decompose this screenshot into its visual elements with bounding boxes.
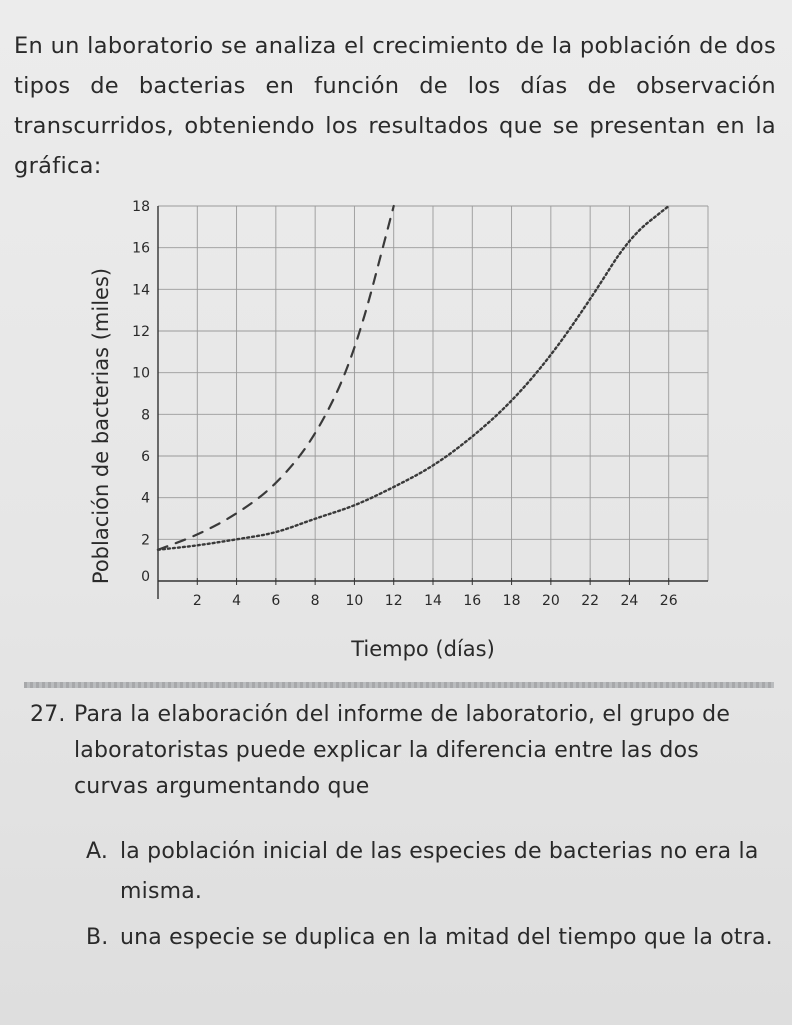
y-axis-label: Población de bacterias (miles): [89, 267, 113, 585]
x-tick-label: 2: [192, 593, 202, 609]
y-tick-label: 6: [141, 449, 150, 465]
option-letter: B.: [86, 925, 109, 950]
x-tick-label: 4: [232, 593, 242, 609]
section-divider: [24, 682, 774, 688]
x-tick-label: 26: [659, 593, 678, 609]
option-letter: A.: [86, 839, 109, 864]
intro-paragraph: [14, 26, 776, 186]
x-tick-label: 6: [271, 593, 281, 609]
x-tick-label: 22: [581, 593, 600, 609]
question-27: [30, 697, 775, 805]
question-number: 27.: [30, 702, 66, 727]
population-chart: [88, 186, 728, 666]
x-tick-label: 16: [463, 593, 482, 609]
chart-series: [158, 206, 669, 550]
x-tick-label: 24: [620, 593, 639, 609]
chart-svg: [88, 186, 728, 666]
option-text: la población inicial de las especies de bacterias no era la misma.: [120, 839, 759, 904]
y-tick-label: 10: [132, 365, 150, 382]
y-tick-labels: [132, 199, 150, 585]
option-a[interactable]: [86, 832, 776, 912]
x-tick-label: 8: [310, 593, 320, 609]
option-b[interactable]: [86, 918, 776, 958]
option-text: una especie se duplica en la mitad del tiempo que la otra.: [120, 925, 773, 950]
y-tick-label: 16: [132, 240, 150, 257]
y-tick-label: 18: [132, 199, 150, 215]
chart-grid: [158, 206, 708, 581]
y-tick-label: 12: [132, 324, 150, 340]
x-tick-labels: [193, 578, 678, 609]
x-axis-label: Tiempo (días): [351, 637, 495, 661]
series-dotted-line: [158, 206, 669, 550]
y-tick-label: 8: [141, 407, 150, 424]
question-text: Para la elaboración del informe de laboratorio, el grupo de laboratoristas puede explicar la diferencia entre las dos curvas argumentando que: [74, 702, 731, 799]
answer-options: [86, 832, 776, 964]
intro-text: En un laboratorio se analiza el crecimiento de la población de dos tipos de bacterias en función de los días de observación transcurridos, obteniendo los resultados que se presentan en la gráfica:: [14, 33, 776, 179]
x-tick-label: 12: [384, 593, 403, 609]
y-tick-label: 0: [141, 569, 150, 585]
x-tick-label: 20: [541, 593, 560, 609]
y-tick-label: 14: [132, 282, 150, 299]
x-tick-label: 18: [502, 593, 521, 609]
y-tick-label: 2: [141, 532, 150, 549]
x-tick-label: 10: [345, 593, 364, 609]
y-tick-label: 4: [141, 490, 150, 507]
x-tick-label: 14: [424, 593, 442, 609]
